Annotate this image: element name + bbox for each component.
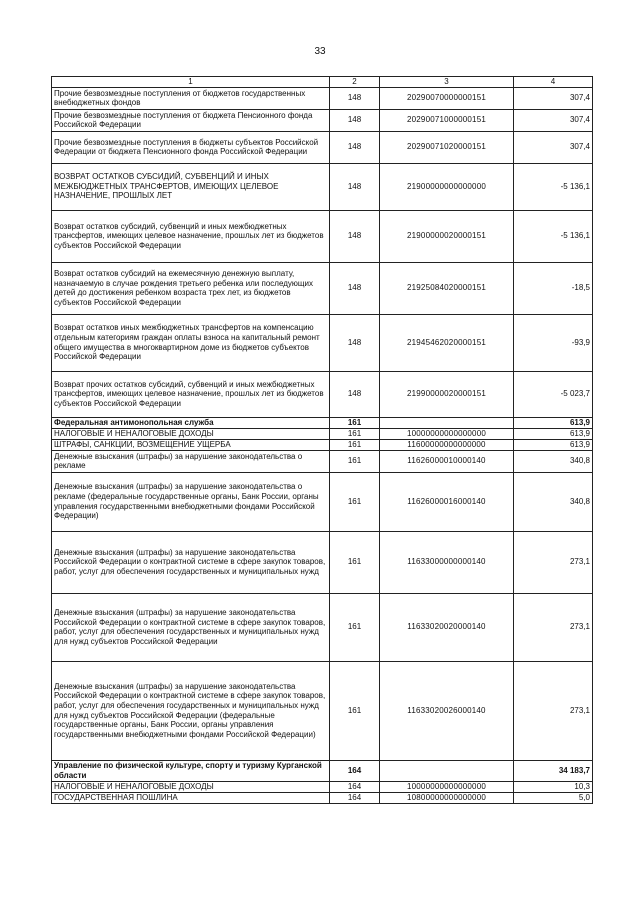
row-administrator-code-cell: 161	[330, 439, 380, 450]
row-administrator-code-cell: 148	[330, 210, 380, 262]
row-administrator-code-cell: 148	[330, 87, 380, 109]
row-name-cell: Управление по физической культуре, спорту и туризму Курганской области	[52, 760, 330, 781]
row-revenue-code-cell: 20290070000000151	[380, 87, 514, 109]
table-row	[52, 760, 593, 781]
row-administrator-code-cell: 161	[330, 417, 380, 428]
column-header-1: 1	[52, 77, 330, 88]
row-administrator-code-cell: 148	[330, 131, 380, 163]
table-row	[52, 87, 593, 109]
row-revenue-code-cell: 20290071000000151	[380, 109, 514, 131]
row-revenue-code-cell: 11633000000000140	[380, 531, 514, 593]
row-amount-cell: 10,3	[514, 781, 593, 792]
row-administrator-code-cell: 164	[330, 760, 380, 781]
row-amount-cell: 307,4	[514, 87, 593, 109]
row-amount-cell: 613,9	[514, 417, 593, 428]
revenue-table	[51, 76, 593, 804]
row-administrator-code-cell: 161	[330, 428, 380, 439]
row-name-cell: Прочие безвозмездные поступления от бюджета Пенсионного фонда Российской Федерации	[52, 109, 330, 131]
table-row	[52, 792, 593, 803]
row-name-cell: Прочие безвозмездные поступления от бюджетов государственных внебюджетных фондов	[52, 87, 330, 109]
table-row	[52, 163, 593, 210]
table-row	[52, 661, 593, 760]
row-name-cell: НАЛОГОВЫЕ И НЕНАЛОГОВЫЕ ДОХОДЫ	[52, 781, 330, 792]
row-administrator-code-cell: 148	[330, 314, 380, 371]
table-row	[52, 439, 593, 450]
row-name-cell: Возврат остатков иных межбюджетных трансфертов на компенсацию отдельным категориям граждан оплаты взноса на капитальный ремонт общего имущества в многоквартирном доме из бюджетов субъектов Российской Федерации	[52, 314, 330, 371]
row-revenue-code-cell: 10000000000000000	[380, 428, 514, 439]
row-name-cell: Денежные взыскания (штрафы) за нарушение законодательства Российской Федерации о контрактной системе в сфере закупок товаров, работ, услуг для обеспечения государственных и муниципальных нужд	[52, 531, 330, 593]
row-amount-cell: 307,4	[514, 131, 593, 163]
row-amount-cell: 613,9	[514, 439, 593, 450]
table-row	[52, 428, 593, 439]
row-name-cell: Возврат остатков субсидий, субвенций и иных межбюджетных трансфертов, имеющих целевое назначение, прошлых лет из бюджетов субъектов Российской Федерации	[52, 210, 330, 262]
row-revenue-code-cell: 11633020020000140	[380, 593, 514, 661]
row-administrator-code-cell: 148	[330, 371, 380, 417]
row-name-cell: Денежные взыскания (штрафы) за нарушение законодательства о рекламе (федеральные государственные органы, Банк России, органы управления государственными внебюджетными фондами Российской Федерации)	[52, 472, 330, 531]
row-amount-cell: -5 136,1	[514, 163, 593, 210]
row-amount-cell: 34 183,7	[514, 760, 593, 781]
row-revenue-code-cell: 20290071020000151	[380, 131, 514, 163]
row-name-cell: ВОЗВРАТ ОСТАТКОВ СУБСИДИЙ, СУБВЕНЦИЙ И ИНЫХ МЕЖБЮДЖЕТНЫХ ТРАНСФЕРТОВ, ИМЕЮЩИХ ЦЕЛЕВОЕ НАЗНАЧЕНИЕ, ПРОШЛЫХ ЛЕТ	[52, 163, 330, 210]
row-amount-cell: 340,8	[514, 472, 593, 531]
row-amount-cell: 307,4	[514, 109, 593, 131]
row-name-cell: Возврат прочих остатков субсидий, субвенций и иных межбюджетных трансфертов, имеющих целевое назначение, прошлых лет из бюджетов субъектов Российской Федерации	[52, 371, 330, 417]
row-revenue-code-cell: 21900000020000151	[380, 210, 514, 262]
row-revenue-code-cell	[380, 760, 514, 781]
row-amount-cell: -93,9	[514, 314, 593, 371]
table-row	[52, 593, 593, 661]
row-revenue-code-cell: 21990000020000151	[380, 371, 514, 417]
row-name-cell: Денежные взыскания (штрафы) за нарушение законодательства о рекламе	[52, 450, 330, 472]
row-administrator-code-cell: 148	[330, 109, 380, 131]
row-administrator-code-cell: 148	[330, 163, 380, 210]
row-administrator-code-cell: 161	[330, 472, 380, 531]
table-row	[52, 781, 593, 792]
row-amount-cell: -5 136,1	[514, 210, 593, 262]
row-revenue-code-cell: 11626000010000140	[380, 450, 514, 472]
table-row	[52, 531, 593, 593]
row-amount-cell: 340,8	[514, 450, 593, 472]
row-name-cell: НАЛОГОВЫЕ И НЕНАЛОГОВЫЕ ДОХОДЫ	[52, 428, 330, 439]
table-row	[52, 417, 593, 428]
table-row	[52, 109, 593, 131]
row-amount-cell: -18,5	[514, 262, 593, 314]
table-header-row	[52, 77, 593, 88]
row-administrator-code-cell: 161	[330, 450, 380, 472]
table-row	[52, 450, 593, 472]
row-amount-cell: 5,0	[514, 792, 593, 803]
row-revenue-code-cell: 21945462020000151	[380, 314, 514, 371]
row-name-cell: Возврат остатков субсидий на ежемесячную денежную выплату, назначаемую в случае рождения третьего ребенка или последующих детей до достижения ребенком возраста трех лет, из бюджетов субъектов Российской Федерации	[52, 262, 330, 314]
row-administrator-code-cell: 161	[330, 593, 380, 661]
row-revenue-code-cell: 11633020026000140	[380, 661, 514, 760]
table-body	[52, 87, 593, 803]
column-header-2: 2	[330, 77, 380, 88]
table-row	[52, 210, 593, 262]
row-name-cell: ШТРАФЫ, САНКЦИИ, ВОЗМЕЩЕНИЕ УЩЕРБА	[52, 439, 330, 450]
column-header-4: 4	[514, 77, 593, 88]
row-administrator-code-cell: 161	[330, 661, 380, 760]
table-row	[52, 262, 593, 314]
row-revenue-code-cell: 10800000000000000	[380, 792, 514, 803]
row-revenue-code-cell: 21925084020000151	[380, 262, 514, 314]
column-header-3: 3	[380, 77, 514, 88]
row-revenue-code-cell: 10000000000000000	[380, 781, 514, 792]
row-name-cell: Прочие безвозмездные поступления в бюджеты субъектов Российской Федерации от бюджета Пенсионного фонда Российской Федерации	[52, 131, 330, 163]
row-revenue-code-cell: 11626000016000140	[380, 472, 514, 531]
row-amount-cell: 273,1	[514, 593, 593, 661]
row-revenue-code-cell: 11600000000000000	[380, 439, 514, 450]
page-number: 33	[314, 46, 326, 57]
table-row	[52, 314, 593, 371]
row-amount-cell: 273,1	[514, 661, 593, 760]
row-administrator-code-cell: 148	[330, 262, 380, 314]
row-name-cell: Денежные взыскания (штрафы) за нарушение законодательства Российской Федерации о контрактной системе в сфере закупок товаров, работ, услуг для обеспечения государственных и муниципальных нужд для нужд субъектов Российской Федерации (федеральные государственные органы, Банк России, органы управления государственными внебюджетными фондами Российской Федерации)	[52, 661, 330, 760]
table-row	[52, 131, 593, 163]
row-amount-cell: 613,9	[514, 428, 593, 439]
row-administrator-code-cell: 164	[330, 781, 380, 792]
row-administrator-code-cell: 164	[330, 792, 380, 803]
table-row	[52, 371, 593, 417]
row-revenue-code-cell: 21900000000000000	[380, 163, 514, 210]
row-revenue-code-cell	[380, 417, 514, 428]
row-amount-cell: 273,1	[514, 531, 593, 593]
row-name-cell: ГОСУДАРСТВЕННАЯ ПОШЛИНА	[52, 792, 330, 803]
row-amount-cell: -5 023,7	[514, 371, 593, 417]
table-row	[52, 472, 593, 531]
row-administrator-code-cell: 161	[330, 531, 380, 593]
row-name-cell: Федеральная антимонопольная служба	[52, 417, 330, 428]
row-name-cell: Денежные взыскания (штрафы) за нарушение законодательства Российской Федерации о контрактной системе в сфере закупок товаров, работ, услуг для обеспечения государственных и муниципальных нужд для нужд субъектов Российской Федерации	[52, 593, 330, 661]
